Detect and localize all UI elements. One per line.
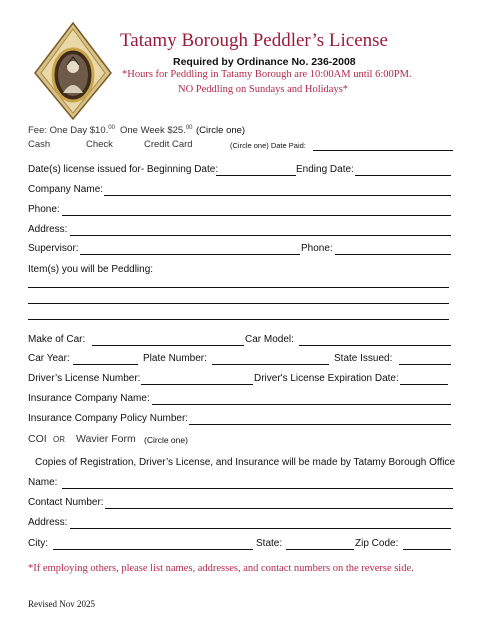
car-model-field[interactable] [299, 345, 451, 346]
borough-seal [33, 21, 113, 121]
sunday-notice: NO Peddling on Sundays and Holidays* [178, 84, 349, 95]
fee-one-week: One Week $25.00 [120, 125, 193, 137]
plate-field[interactable] [212, 364, 329, 365]
copies-note: Copies of Registration, Driver’s License, and Insurance will be made by Tatamy Borough Office [35, 457, 456, 468]
plate-label: Plate Number: [143, 353, 207, 364]
or-text: OR [53, 435, 65, 444]
items-line-1[interactable] [28, 287, 449, 288]
date-paid-field[interactable] [313, 150, 453, 151]
waiver-choice[interactable]: Wavier Form [76, 433, 136, 445]
fee-one-day: Fee: One Day $10.00 [28, 125, 115, 137]
address2-label: Address: [28, 517, 68, 528]
items-label: Item(s) you will be Peddling: [28, 264, 154, 275]
insurance-policy-label: Insurance Company Policy Number: [28, 413, 189, 424]
car-make-field[interactable] [92, 345, 244, 346]
form-title: Tatamy Borough Peddler’s License [120, 30, 388, 51]
zip-label: Zip Code: [355, 538, 399, 549]
state-label: State: [256, 538, 283, 549]
hours-notice: *Hours for Peddling in Tatamy Borough are 10:00AM until 6:00PM. [122, 69, 412, 80]
pay-credit-card: Credit Card [144, 139, 193, 150]
items-line-3[interactable] [28, 319, 449, 320]
supervisor-phone-field[interactable] [335, 254, 451, 255]
insurance-policy-field[interactable] [189, 424, 451, 425]
coi-choice[interactable]: COI [28, 433, 47, 445]
end-date-label: Ending Date: [296, 164, 354, 175]
ordinance-text: Required by Ordinance No. 236-2008 [173, 56, 356, 68]
supervisor-phone-label: Phone: [301, 243, 333, 254]
revised-date: Revised Nov 2025 [28, 599, 95, 609]
date-paid-label: (Circle one) Date Paid: [230, 141, 306, 150]
contact-label: Contact Number: [28, 497, 104, 508]
license-exp-label: Driver's License Expiration Date: [254, 373, 399, 384]
insurance-company-label: Insurance Company Name: [28, 393, 150, 404]
car-model-label: Car Model: [245, 334, 294, 345]
car-year-label: Car Year: [28, 353, 70, 364]
supervisor-label: Supervisor: [28, 243, 79, 254]
zip-field[interactable] [403, 549, 451, 550]
phone-label: Phone: [28, 204, 60, 215]
address2-field[interactable] [70, 528, 451, 529]
city-field[interactable] [53, 549, 253, 550]
city-label: City: [28, 538, 48, 549]
employ-note: *If employing others, please list names, addresses, and contact numbers on the reverse side. [28, 563, 414, 574]
name-label: Name: [28, 477, 58, 488]
car-make-label: Make of Car: [28, 334, 86, 345]
state-issued-label: State Issued: [334, 353, 393, 364]
insurance-company-field[interactable] [152, 404, 451, 405]
supervisor-field[interactable] [80, 254, 300, 255]
begin-date-label: Date(s) license issued for- Beginning Date: [28, 164, 219, 175]
address-label: Address: [28, 224, 68, 235]
items-line-2[interactable] [28, 303, 449, 304]
contact-field[interactable] [105, 508, 453, 509]
license-number-label: Driver’s License Number: [28, 373, 141, 384]
begin-date-field[interactable] [216, 175, 296, 176]
car-year-field[interactable] [73, 364, 138, 365]
end-date-field[interactable] [355, 175, 451, 176]
fee-circle-one: (Circle one) [196, 125, 246, 136]
address-field[interactable] [70, 235, 451, 236]
license-exp-field[interactable] [400, 384, 448, 385]
name-field[interactable] [62, 488, 453, 489]
company-label: Company Name: [28, 184, 104, 195]
state-issued-field[interactable] [399, 364, 451, 365]
coi-circle-one: (Circle one) [144, 435, 188, 445]
phone-field[interactable] [62, 215, 451, 216]
company-field[interactable] [104, 195, 451, 196]
license-number-field[interactable] [141, 384, 253, 385]
pay-cash: Cash [28, 139, 51, 150]
pay-check: Check [86, 139, 113, 150]
state-field[interactable] [286, 549, 354, 550]
